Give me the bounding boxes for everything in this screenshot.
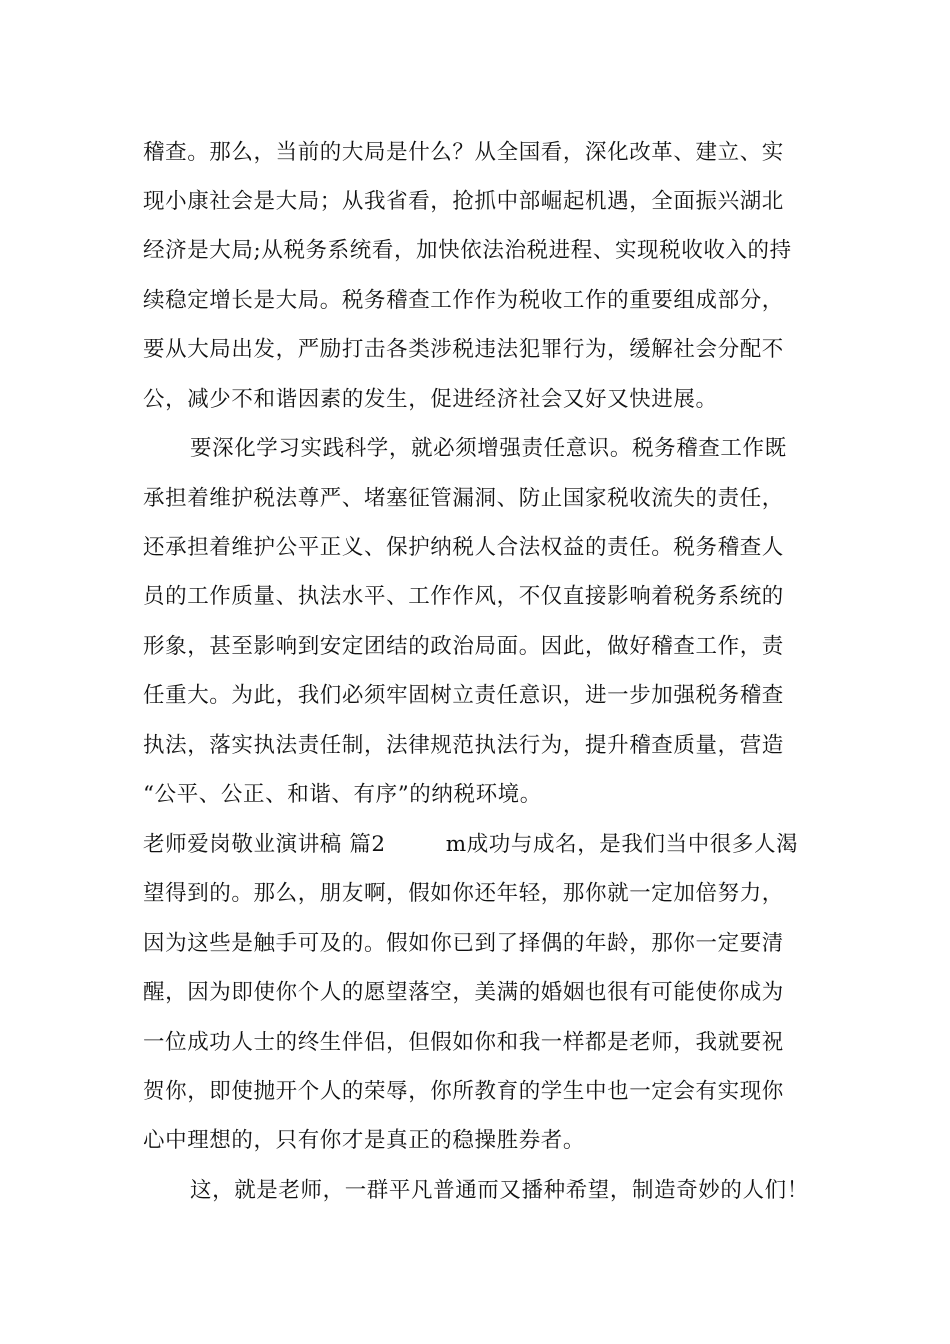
paragraph-line: 因为这些是触手可及的。假如你已到了择偶的年龄，那你一定要清 (143, 931, 784, 956)
section-heading: 老师爱岗敬业演讲稿 篇2 (143, 832, 386, 857)
paragraph-line: 形象，甚至影响到安定团结的政治局面。因此，做好稽查工作，责 (143, 634, 784, 659)
paragraph-line: 续稳定增长是大局。税务稽查工作作为税收工作的重要组成部分， (143, 288, 784, 313)
paragraph-line: 承担着维护税法尊严、堵塞征管漏洞、防止国家税收流失的责任， (143, 486, 784, 511)
paragraph-line: 员的工作质量、执法水平、工作作风，不仅直接影响着税务系统的 (143, 584, 784, 609)
paragraph-line: “公平、公正、和谐、有序”的纳税环境。 (143, 782, 542, 807)
closing-line: 这，就是老师，一群平凡普通而又播种希望，制造奇妙的人们！ (190, 1178, 809, 1203)
paragraph-line: 执法，落实执法责任制，法律规范执法行为，提升稽查质量，营造 (143, 733, 784, 758)
paragraph-first-line: 要深化学习实践科学，就必须增强责任意识。税务稽查工作既 (190, 436, 787, 461)
paragraph-line: 贺你，即使抛开个人的荣辱，你所教育的学生中也一定会有实现你 (143, 1079, 784, 1104)
paragraph-line: 望得到的。那么，朋友啊，假如你还年轻，那你就一定加倍努力， (143, 881, 784, 906)
paragraph-line: 任重大。为此，我们必须牢固树立责任意识，进一步加强税务稽查 (143, 683, 784, 708)
paragraph-line: 还承担着维护公平正义、保护纳税人合法权益的责任。税务稽查人 (143, 535, 784, 560)
paragraph-line: 一位成功人士的终生伴侣，但假如你和我一样都是老师，我就要祝 (143, 1030, 784, 1055)
paragraph-line: 现小康社会是大局；从我省看，抢抓中部崛起机遇，全面振兴湖北 (143, 189, 784, 214)
paragraph-line: 要从大局出发，严励打击各类涉税违法犯罪行为，缓解社会分配不 (143, 337, 784, 362)
paragraph-line: 醒，因为即使你个人的愿望落空，美满的婚姻也很有可能使你成为 (143, 980, 784, 1005)
section-heading-line (143, 829, 833, 861)
paragraph-line: 经济是大局;从税务系统看，加快依法治税进程、实现税收收入的持 (143, 238, 792, 263)
paragraph-line: 公，减少不和谐因素的发生，促进经济社会又好又快进展。 (143, 387, 718, 412)
section-first-line: m成功与成名，是我们当中很多人渴 (445, 832, 799, 857)
paragraph-line: 稽查。那么，当前的大局是什么？从全国看，深化改革、建立、实 (143, 140, 784, 165)
paragraph-line: 心中理想的，只有你才是真正的稳操胜券者。 (143, 1128, 586, 1153)
